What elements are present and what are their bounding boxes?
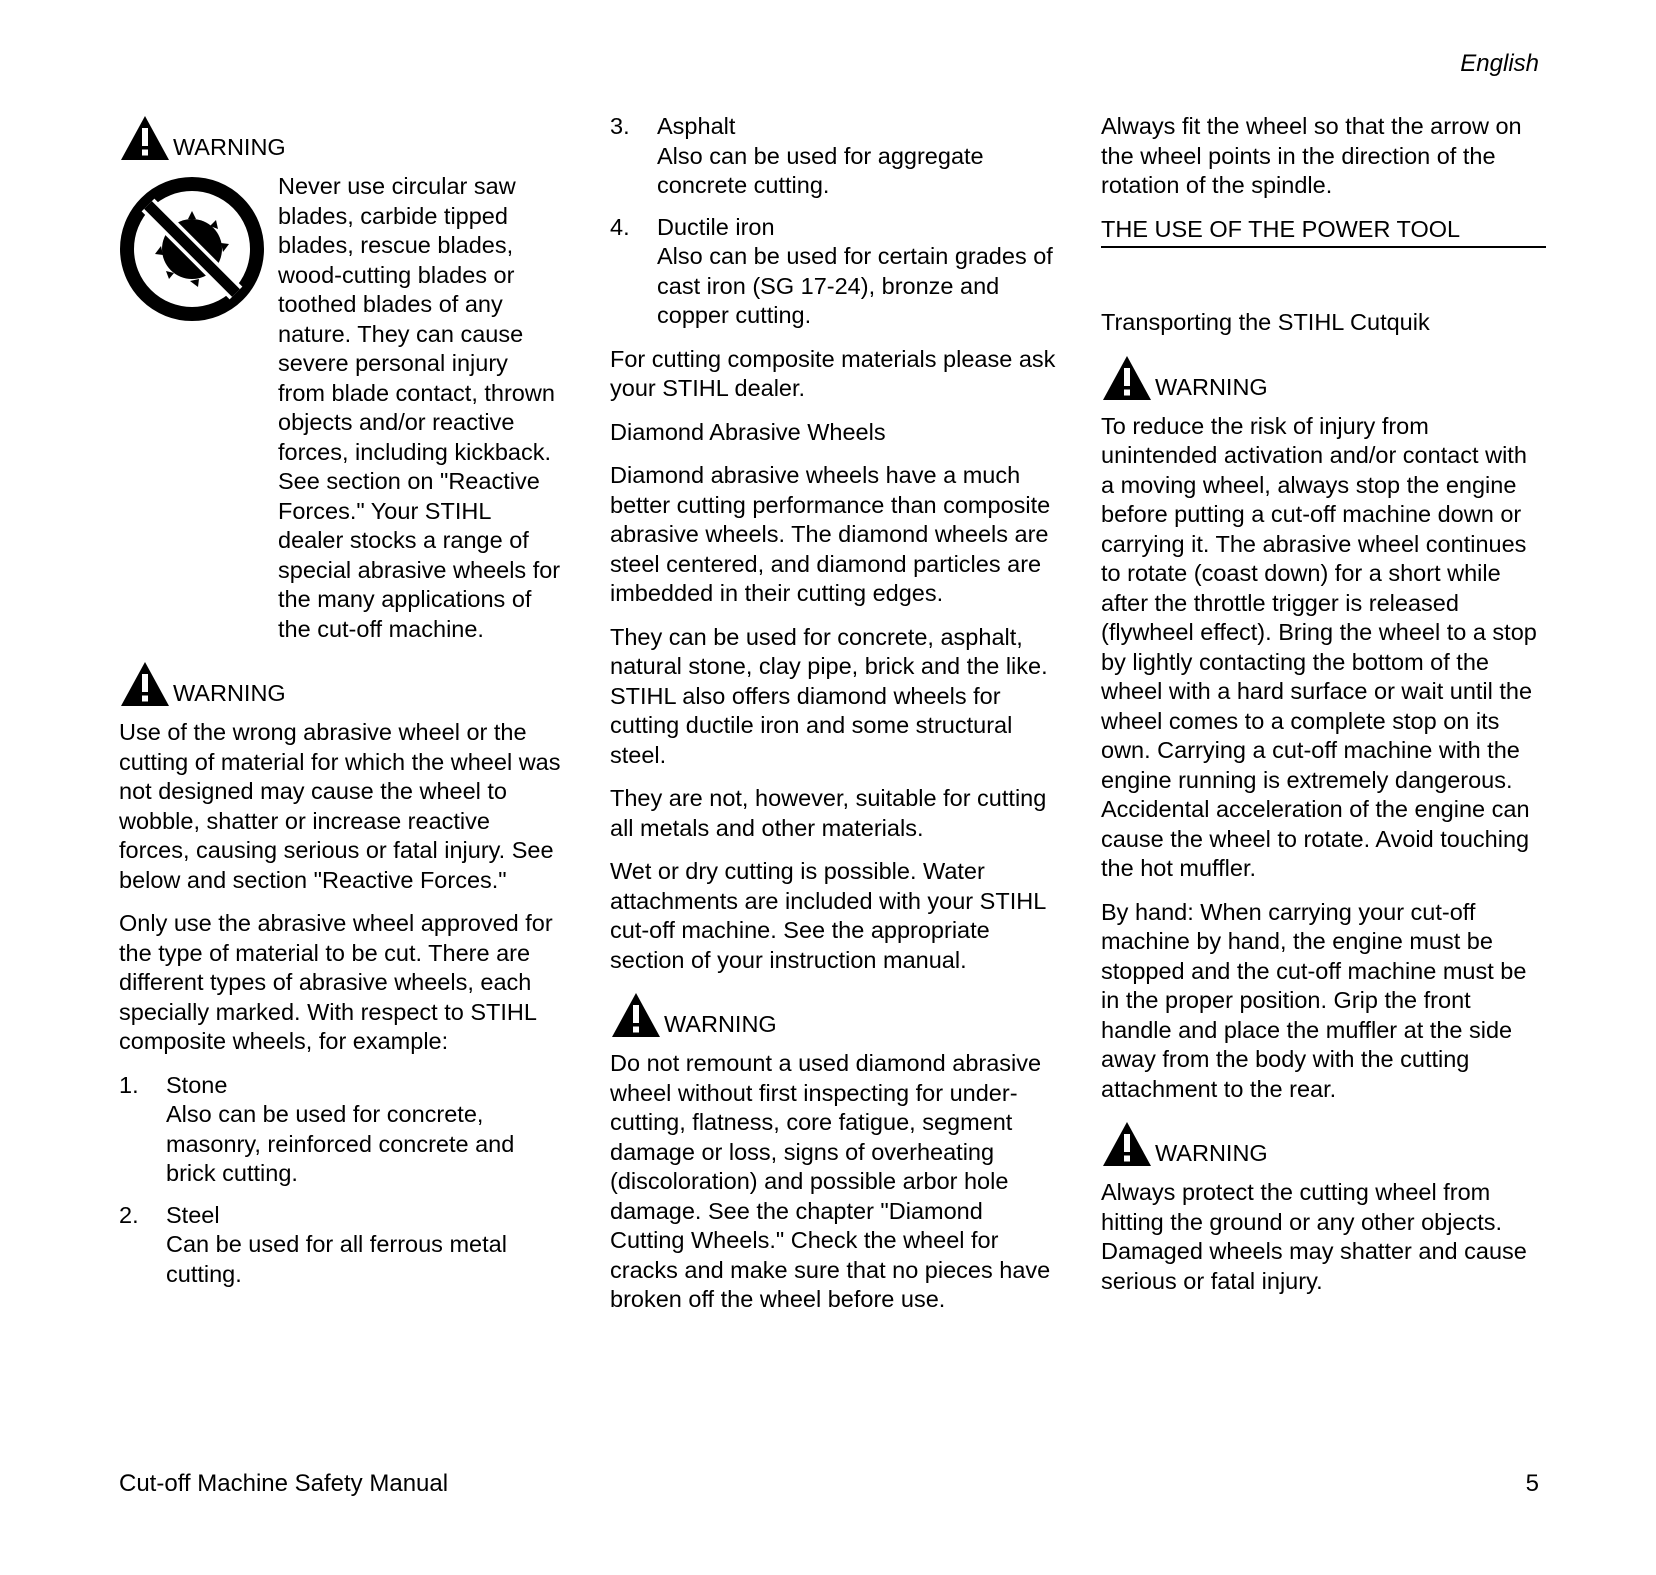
paragraph: Wet or dry cutting is possible. Water attachments are included with your STIHL cut-off machine. See the appropriate section of your instruction manual. xyxy=(610,858,1046,973)
warning-triangle-icon xyxy=(119,114,171,162)
warning-triangle-icon xyxy=(1101,1120,1153,1168)
paragraph: They are not, however, suitable for cutting all metals and other materials. xyxy=(610,785,1047,841)
no-saw-blade-icon xyxy=(119,176,265,322)
warning-heading xyxy=(610,989,1060,1039)
list-item xyxy=(119,1201,561,1290)
paragraph: They can be used for concrete, asphalt, natural stone, clay pipe, brick and the like. STIHL also offers diamond wheels for cutting ductile iron and some structural steel. xyxy=(610,623,1048,768)
list-number: 3. xyxy=(610,113,630,139)
section-heading: THE USE OF THE POWER TOOL xyxy=(1101,215,1546,249)
list-item-title: Stone xyxy=(166,1071,228,1098)
list-item-title: Ductile iron xyxy=(657,213,775,240)
warning-label: WARNING xyxy=(173,134,286,160)
warning-triangle-icon xyxy=(119,660,171,708)
warning-label: WARNING xyxy=(173,680,286,706)
paragraph: By hand: When carrying your cut-off machine by hand, the engine must be stopped and the cut-off machine must be in the proper position. Grip the front handle and place the muffler at the side away from the body with the cutting attachment to the rear. xyxy=(1101,898,1527,1102)
warning-label: WARNING xyxy=(1155,373,1268,400)
footer-title: Cut-off Machine Safety Manual xyxy=(119,1470,449,1497)
list-number: 2. xyxy=(119,1201,139,1228)
column-1 xyxy=(119,112,561,1303)
paragraph: Diamond abrasive wheels have a much better cutting performance than composite abrasive wheels. The diamond wheels are steel centered, and diamond particles are imbedded in their cutting edges. xyxy=(610,462,1051,606)
warning-heading xyxy=(1101,1118,1546,1168)
list-item xyxy=(610,213,1060,331)
paragraph: For cutting composite materials please ask your STIHL dealer. xyxy=(610,345,1056,401)
list-item-title: Asphalt xyxy=(657,113,736,139)
list-item xyxy=(119,1071,561,1189)
paragraph: Only use the abrasive wheel approved for the type of material to be cut. There are different types of abrasive wheels, each specially marked. With respect to STIHL composite wheels, for example: xyxy=(119,910,553,1054)
section-subheading: Transporting the STIHL Cutquik xyxy=(1101,309,1430,335)
warning-heading xyxy=(119,112,561,162)
wheel-type-list xyxy=(610,112,1060,331)
list-item-text: Also can be used for concrete, masonry, reinforced concrete and brick cutting. xyxy=(166,1101,515,1186)
wheel-type-list xyxy=(119,1071,561,1290)
warning-text: Use of the wrong abrasive wheel or the cutting of material for which the wheel was not designed may cause the wheel to wobble, shatter or increase reactive forces, causing serious or fatal injury. See below and section "Reactive Forces." xyxy=(119,719,561,893)
column-3 xyxy=(1101,112,1546,1310)
warning-text: Always protect the cutting wheel from hitting the ground or any other objects. Damaged wheels may shatter and cause serious or fatal injury. xyxy=(1101,1179,1527,1294)
warning-text: To reduce the risk of injury from unintended activation and/or contact with a moving wheel, always stop the engine before putting a cut-off machine down or carrying it. The abrasive wheel continues to rotate (coast down) for a short while after the throttle trigger is released (flywheel effect). Bring the wheel to a stop by lightly contacting the bottom of the wheel with a hard surface or wait until the wheel comes to a complete stop on its own. Carrying a cut-off machine with the engine running is extremely dangerous. Accidental acceleration of the engine can cause the wheel to rotate. Avoid touching the hot muffler. xyxy=(1101,412,1537,881)
list-number: 4. xyxy=(610,213,630,240)
warning-text: Never use circular saw blades, carbide tipped blades, rescue blades, wood-cutting blades or toothed blades of any nature. They can cause severe personal injury from blade contact, thrown objects and/or reactive forces, including kickback. See section on "Reactive Forces." Your STIHL dealer stocks a range of special abrasive wheels for the many applications of the cut-off machine. xyxy=(278,173,561,642)
prohibit-block xyxy=(119,172,561,644)
page-language: English xyxy=(1460,50,1539,77)
list-item-text: Also can be used for aggregate concrete cutting. xyxy=(657,142,984,198)
list-item-text: Also can be used for certain grades of cast iron (SG 17-24), bronze and copper cutting. xyxy=(657,243,1053,328)
list-item-text: Can be used for all ferrous metal cutting. xyxy=(166,1231,507,1287)
list-number: 1. xyxy=(119,1071,139,1098)
list-item xyxy=(610,112,1060,201)
section-subheading: Diamond Abrasive Wheels xyxy=(610,418,886,445)
column-2 xyxy=(610,112,1060,1329)
warning-triangle-icon xyxy=(1101,354,1153,402)
warning-label: WARNING xyxy=(1155,1140,1268,1166)
page-number: 5 xyxy=(1525,1470,1539,1497)
list-item-title: Steel xyxy=(166,1201,220,1228)
warning-heading xyxy=(1101,352,1546,402)
warning-heading xyxy=(119,658,561,708)
warning-label: WARNING xyxy=(664,1011,777,1037)
paragraph: Always fit the wheel so that the arrow on the wheel points in the direction of the rotation of the spindle. xyxy=(1101,113,1522,198)
warning-triangle-icon xyxy=(610,991,662,1039)
warning-text: Do not remount a used diamond abrasive wheel without first inspecting for under-cutting, flatness, core fatigue, segment damage or loss, signs of overheating (discoloration) and possible arbor hole damage. See the chapter "Diamond Cutting Wheels." Check the wheel for cracks and make sure that no pieces have broken off the wheel before use. xyxy=(610,1050,1051,1312)
